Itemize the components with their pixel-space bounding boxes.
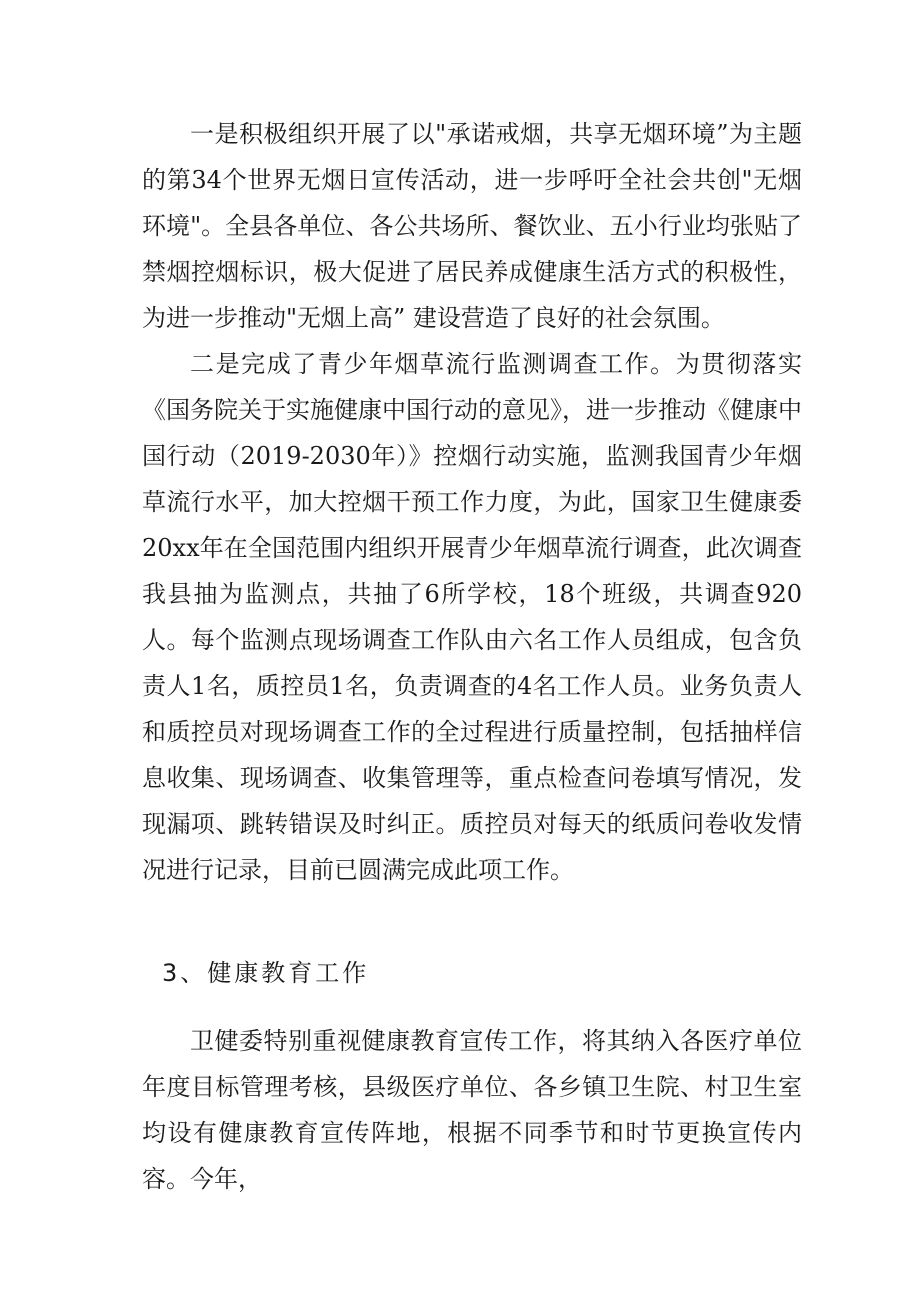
paragraph-youth-tobacco-survey: 二是完成了青少年烟草流行监测调查工作。为贯彻落实《国务院关于实施健康中国行动的意见》，进一步推动《健康中国行动（2019-2030年）》控烟行动实施，监测我国青少年烟草流行水平，加大控烟干预工作力度，为此，国家卫生健康委20xx年在全国范围内组织开展青少年烟草流行调查，此次调查我县抽为监测点，共抽了6所学校，18个班级，共调查920人。每个监测点现场调查工作队由六名工作人员组成，包含负责人1名，质控员1名，负责调查的4名工作人员。业务负责人和质控员对现场调查工作的全过程进行质量控制，包括抽样信息收集、现场调查、收集管理等，重点检查问卷填写情况，发现漏项、跳转错误及时纠正。质控员对每天的纸质问卷收发情况进行记录，目前已圆满完成此项工作。 <box>142 350 802 884</box>
section-heading-health-education: 3、健康教育工作 <box>162 959 370 987</box>
paragraph-health-education: 卫健委特别重视健康教育宣传工作，将其纳入各医疗单位年度目标管理考核，县级医疗单位、各乡镇卫生院、村卫生室均设有健康教育宣传阵地，根据不同季节和时节更换宣传内容。今年， <box>142 1027 802 1193</box>
paragraph-world-no-tobacco-day: 一是积极组织开展了以"承诺戒烟，共享无烟环境”为主题的第34个世界无烟日宣传活动，进一步呼吁全社会共创"无烟环境"。全县各单位、各公共场所、餐饮业、五小行业均张贴了禁烟控烟标识，极大促进了居民养成健康生活方式的积极性，为进一步推动"无烟上高” 建设营造了良好的社会氛围。 <box>142 120 802 332</box>
